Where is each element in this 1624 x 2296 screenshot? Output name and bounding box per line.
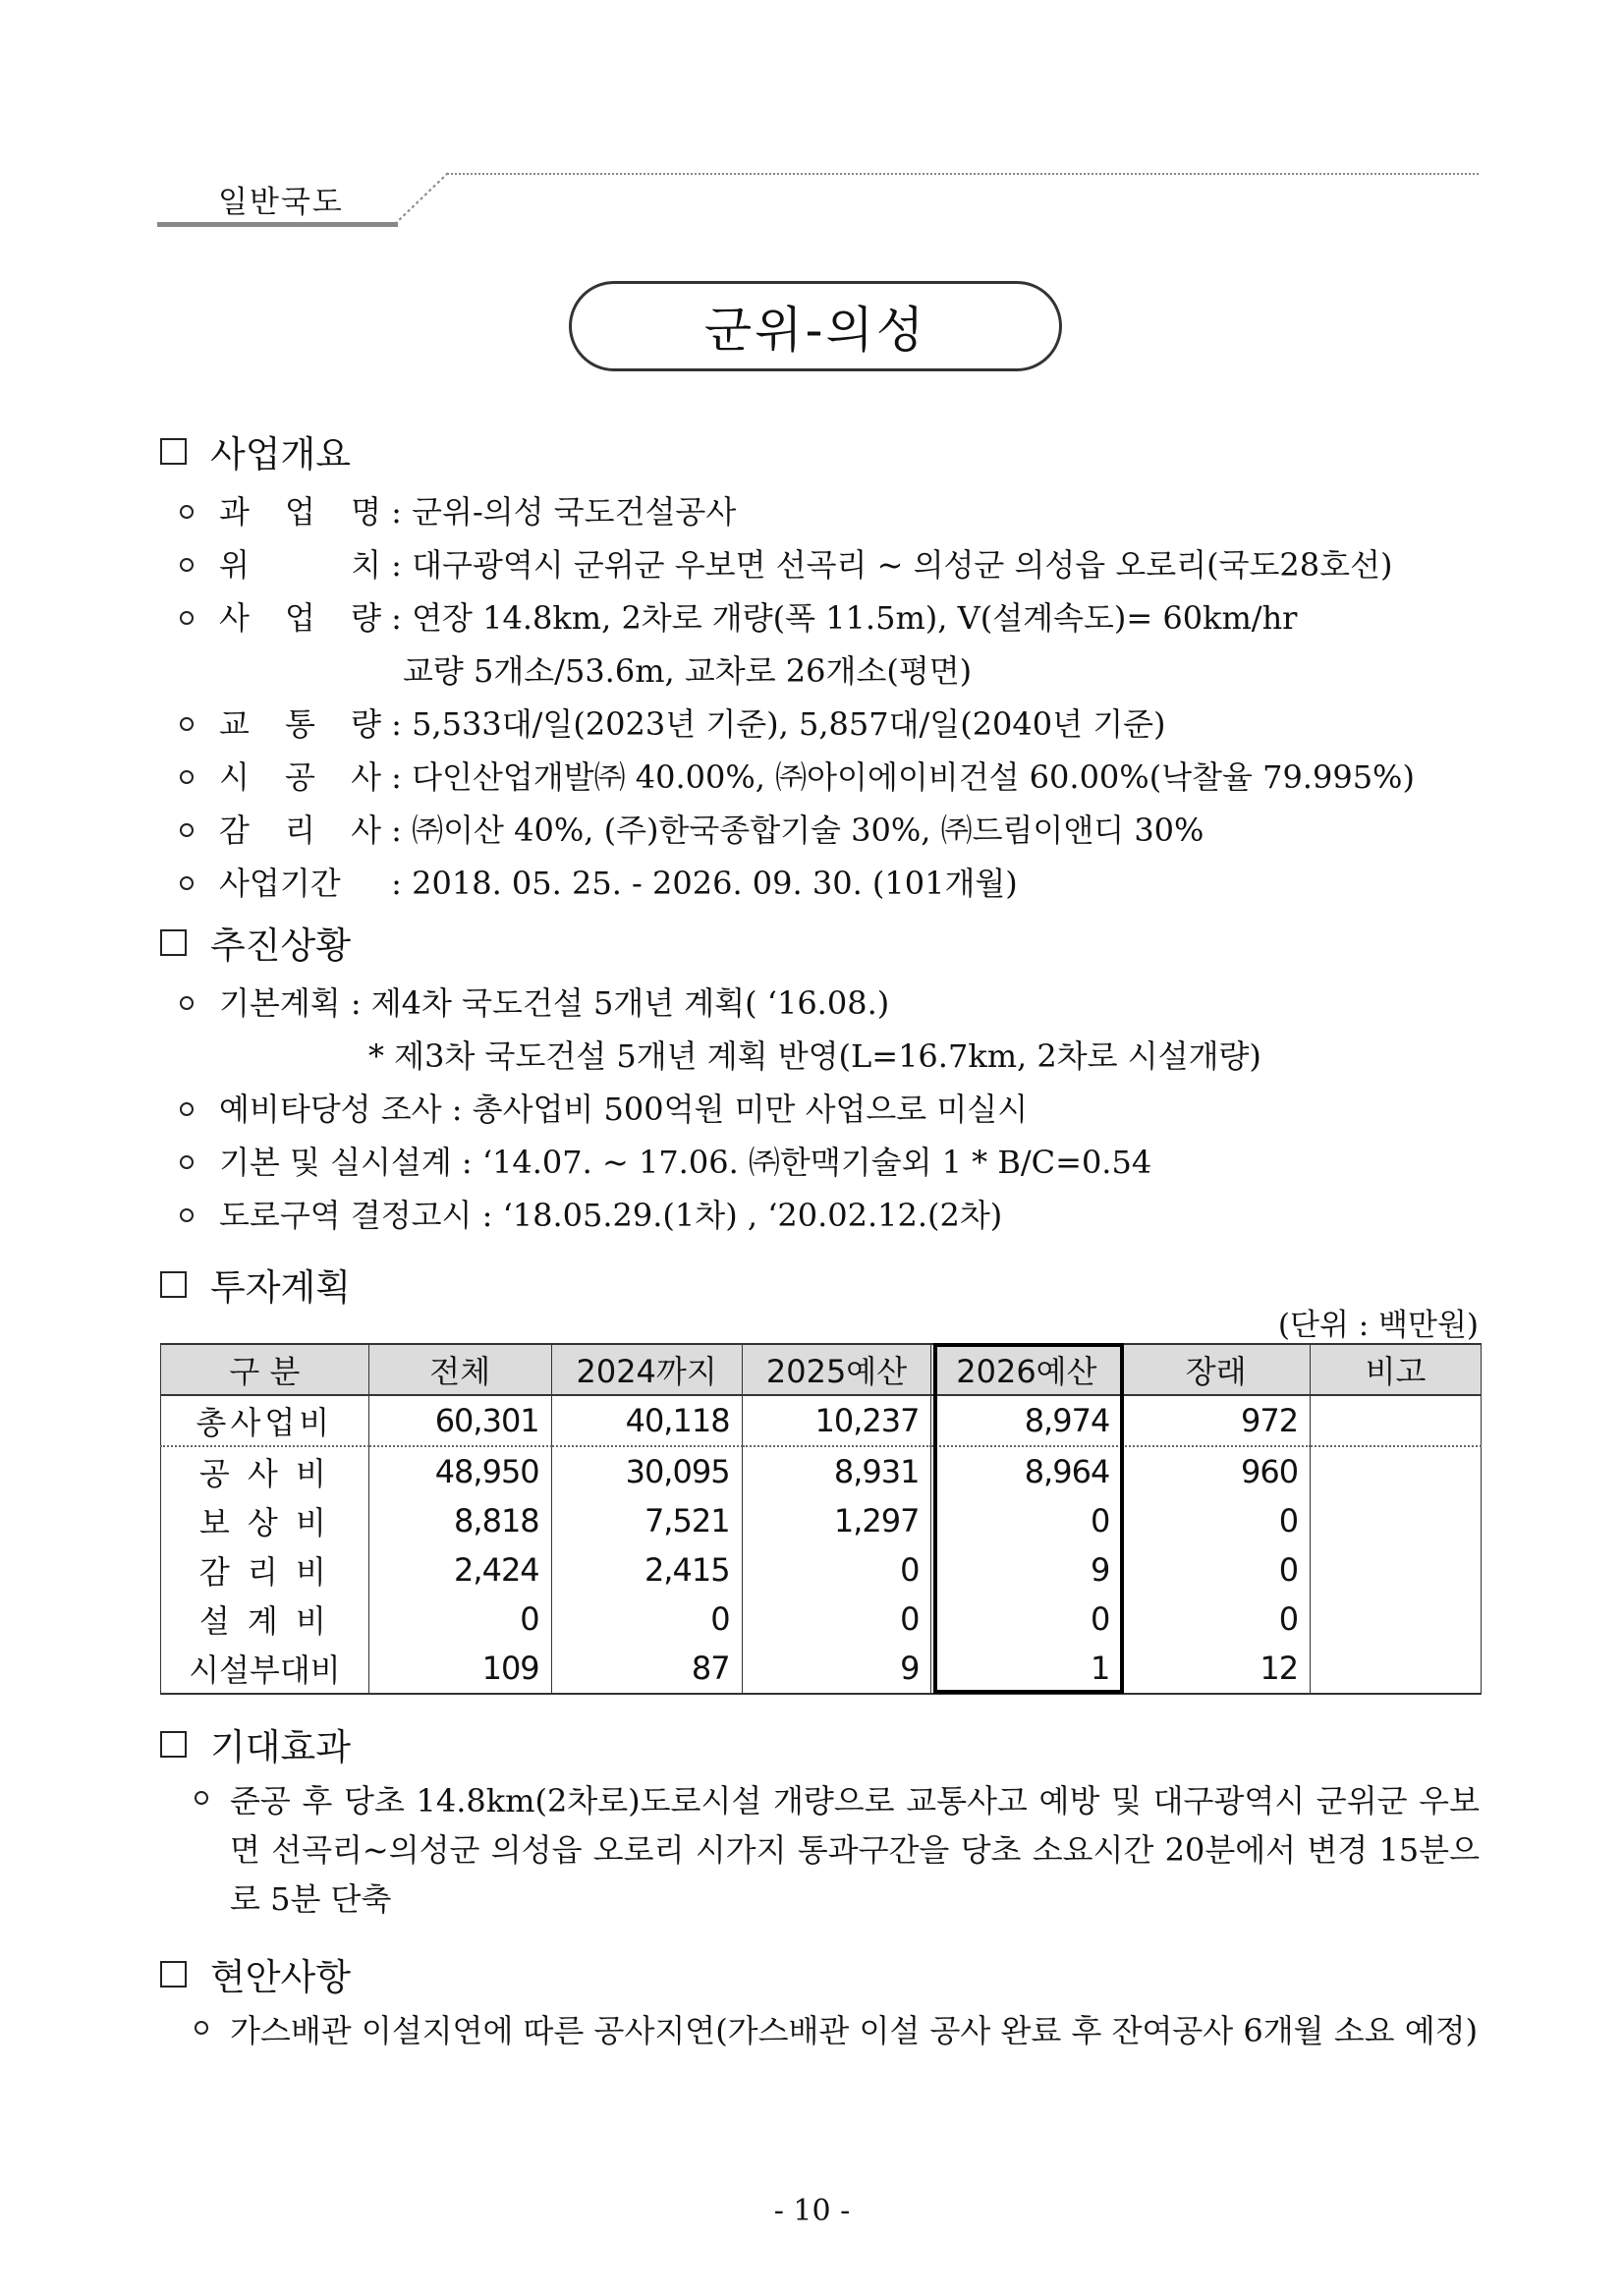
table-row: 총사업비 60,301 40,118 10,237 8,974 972 <box>161 1395 1482 1446</box>
section-heading-effect: 기대효과 <box>160 1717 351 1770</box>
project-title: 군위-의성 <box>569 281 1062 371</box>
overview-item-contractor: 시 공 사 : 다인산업개발㈜ 40.00%, ㈜아이에이비건설 60.00%(낙찰율 79.995%) <box>180 753 1415 798</box>
bullet-circle-icon <box>180 996 194 1010</box>
section-heading-issues: 현안사항 <box>160 1947 351 2000</box>
overview-item-traffic: 교 통 량 : 5,533대/일(2023년 기준), 5,857대/일(2040년 기준) <box>180 700 1166 745</box>
progress-item: 기본 및 실시설계 : ‘14.07. ~ 17.06. ㈜한맥기술외 1 * B/C=0.54 <box>180 1138 1151 1183</box>
bullet-circle-icon <box>180 770 194 784</box>
bullet-circle-icon <box>195 1791 208 1805</box>
overview-item-supervisor: 감 리 사 : ㈜이산 40%, (주)한국종합기술 30%, ㈜드림이앤디 30% <box>180 806 1204 851</box>
column-header: 장래 <box>1122 1344 1311 1395</box>
table-row: 보 상 비 8,818 7,521 1,297 0 0 <box>161 1496 1482 1545</box>
highlight-2026-budget-column <box>933 1343 1124 1694</box>
bullet-circle-icon <box>180 1155 194 1169</box>
section-heading-overview: 사업개요 <box>160 424 351 477</box>
investment-table <box>160 1343 1482 1695</box>
checkbox-square-icon <box>160 929 187 956</box>
bullet-circle-icon <box>180 823 194 837</box>
table-row: 감 리 비 2,424 2,415 0 9 0 <box>161 1545 1482 1595</box>
section-heading-progress: 추진상황 <box>160 916 351 969</box>
page-number: - 10 - <box>773 2194 851 2228</box>
column-header: 전체 <box>368 1344 551 1395</box>
column-header: 2026예산 <box>931 1344 1122 1395</box>
document-category: 일반국도 <box>218 185 344 220</box>
overview-item-quantity-cont: 교량 5개소/53.6m, 교차로 26개소(평면) <box>403 652 973 690</box>
overview-item-location: 위 치 : 대구광역시 군위군 우보면 선곡리 ~ 의성군 의성읍 오로리(국도28호선) <box>180 540 1392 586</box>
issues-paragraph: 가스배관 이설지연에 따른 공사지연(가스배관 이설 공사 완료 후 잔여공사 6개월 소요 예정) <box>195 2006 1480 2055</box>
column-header: 2025예산 <box>742 1344 931 1395</box>
checkbox-square-icon <box>160 1731 187 1758</box>
table-unit-note: (단위 : 백만원) <box>1277 1308 1479 1343</box>
column-header: 구 분 <box>161 1344 369 1395</box>
effect-paragraph: 준공 후 당초 14.8km(2차로)도로시설 개량으로 교통사고 예방 및 대구광역시 군위군 우보면 선곡리~의성군 의성읍 오로리 시가지 통과구간을 당초 소요시간 20분에서 변경 15분으로 5분 단축 <box>195 1776 1480 1924</box>
table-row: 시설부대비 109 87 9 1 12 <box>161 1644 1482 1694</box>
bullet-circle-icon <box>180 1102 194 1116</box>
bullet-circle-icon <box>180 505 194 519</box>
overview-item-quantity: 사 업 량 : 연장 14.8km, 2차로 개량(폭 11.5m), V(설계속도)= 60km/hr <box>180 593 1297 639</box>
bullet-circle-icon <box>180 1208 194 1222</box>
checkbox-square-icon <box>160 1961 187 1988</box>
progress-item: 기본계획 : 제4차 국도건설 5개년 계획( ‘16.08.) <box>180 979 889 1024</box>
table-row: 설 계 비 0 0 0 0 0 <box>161 1595 1482 1644</box>
table-row: 공 사 비 48,950 30,095 8,931 8,964 960 <box>161 1446 1482 1496</box>
checkbox-square-icon <box>160 1271 187 1298</box>
section-heading-investment: 투자계획 <box>160 1258 351 1311</box>
overview-item-period: 사업기간 : 2018. 05. 25. - 2026. 09. 30. (101개월) <box>180 859 1018 904</box>
column-header: 비고 <box>1311 1344 1482 1395</box>
table-header-row <box>161 1344 1482 1395</box>
bullet-circle-icon <box>195 2021 208 2035</box>
category-underline <box>157 222 398 227</box>
bullet-circle-icon <box>180 611 194 625</box>
header-dotted-line <box>447 173 1479 175</box>
category-slash-divider <box>393 169 452 228</box>
checkbox-square-icon <box>160 438 187 465</box>
progress-item: 도로구역 결정고시 : ‘18.05.29.(1차) , ‘20.02.12.(2차) <box>180 1191 1002 1236</box>
bullet-circle-icon <box>180 717 194 731</box>
progress-note: * 제3차 국도건설 5개년 계획 반영(L=16.7km, 2차로 시설개량) <box>368 1037 1261 1075</box>
bullet-circle-icon <box>180 876 194 890</box>
bullet-circle-icon <box>180 558 194 572</box>
progress-item: 예비타당성 조사 : 총사업비 500억원 미만 사업으로 미실시 <box>180 1085 1028 1130</box>
column-header: 2024까지 <box>551 1344 742 1395</box>
overview-item-name: 과 업 명 : 군위-의성 국도건설공사 <box>180 487 736 532</box>
